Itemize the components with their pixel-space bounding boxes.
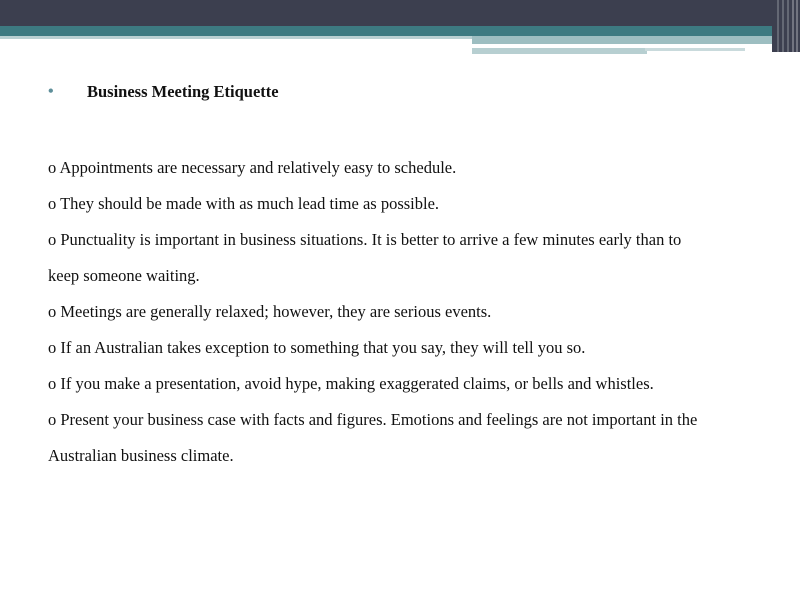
header-accent-stripe-tail — [645, 48, 745, 51]
header-teal-stripe — [0, 26, 800, 36]
slide-heading: Business Meeting Etiquette — [87, 82, 279, 101]
content-line: o Present your business case with facts and figures. Emotions and feelings are not important in the Australian business climate. — [48, 410, 698, 465]
bullet-icon: • — [48, 83, 54, 100]
content-line: o They should be made with as much lead time as possible. — [48, 194, 440, 213]
slide-content — [48, 150, 713, 474]
content-line: o Appointments are necessary and relatively easy to schedule. — [48, 158, 457, 177]
header-accent-stripe-lower — [472, 48, 647, 54]
content-line: o Punctuality is important in business situations. It is better to arrive a few minutes early than to keep someone waiting. — [48, 230, 682, 285]
header-accent-stripe — [472, 36, 772, 44]
header-light-stripe — [0, 36, 472, 39]
corner-decoration — [772, 0, 800, 52]
slide-body — [48, 78, 748, 474]
heading-row — [48, 78, 748, 106]
content-line: o If you make a presentation, avoid hype, making exaggerated claims, or bells and whistles. — [48, 374, 654, 393]
content-line: o Meetings are generally relaxed; however, they are serious events. — [48, 302, 492, 321]
header-top-bar — [0, 0, 800, 26]
content-line: o If an Australian takes exception to something that you say, they will tell you so. — [48, 338, 586, 357]
